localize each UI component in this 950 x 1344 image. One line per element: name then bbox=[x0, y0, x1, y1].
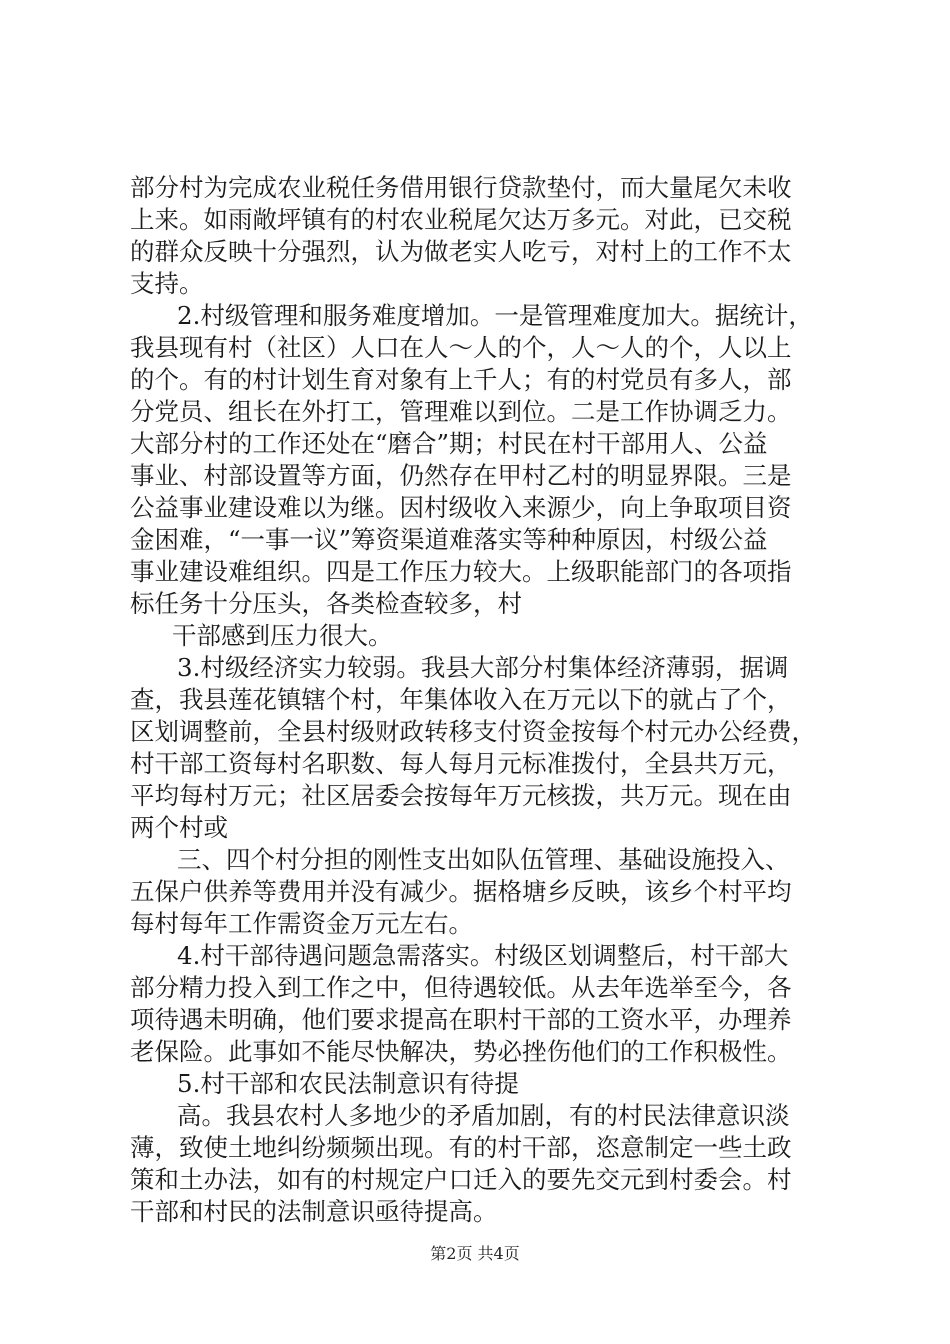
text-line: 金困难，“一事一议”筹资渠道难落实等种种原因，村级公益 bbox=[130, 525, 768, 554]
text-line: 分党员、组长在外打工，管理难以到位。二是工作协调乏力。 bbox=[130, 397, 792, 426]
text-line: 事业建设难组织。四是工作压力较大。上级职能部门的各项指 bbox=[130, 557, 792, 586]
text-line: 查，我县莲花镇辖个村，年集体收入在万元以下的就占了个， bbox=[130, 685, 792, 714]
text-line: 五保户供养等费用并没有减少。据格塘乡反映，该乡个村平均 bbox=[130, 877, 792, 906]
text-line: 大部分村的工作还处在“磨合”期；村民在村干部用人、公益 bbox=[130, 429, 768, 458]
text-line: 策和土办法，如有的村规定户口迁入的要先交元到村委会。村 bbox=[130, 1165, 792, 1194]
text-line: 干部感到压力很大。 bbox=[172, 621, 393, 650]
page-number-label: 第2页 共4页 bbox=[430, 1244, 520, 1263]
text-line: 三、四个村分担的刚性支出如队伍管理、基础设施投入、 bbox=[177, 845, 790, 874]
text-line: 公益事业建设难以为继。因村级收入来源少，向上争取项目资 bbox=[130, 493, 792, 522]
text-line: 5.村干部和农民法制意识有待提 bbox=[177, 1069, 519, 1098]
text-line: 标任务十分压头，各类检查较多，村 bbox=[130, 589, 522, 618]
text-line: 部分精力投入到工作之中，但待遇较低。从去年选举至今，各 bbox=[130, 973, 792, 1002]
text-line: 3.村级经济实力较弱。我县大部分村集体经济薄弱，据调 bbox=[177, 653, 789, 682]
text-line: 每村每年工作需资金万元左右。 bbox=[130, 909, 473, 938]
text-line: 平均每村万元；社区居委会按每年万元核拨，共万元。现在由 bbox=[130, 781, 792, 810]
page-footer bbox=[0, 1244, 950, 1264]
text-line: 项待遇未明确，他们要求提高在职村干部的工资水平，办理养 bbox=[130, 1005, 792, 1034]
text-line: 薄，致使土地纠纷频频出现。有的村干部，恣意制定一些土政 bbox=[130, 1133, 792, 1162]
text-line: 上来。如雨敞坪镇有的村农业税尾欠达万多元。对此，已交税 bbox=[130, 205, 792, 234]
text-line: 干部和村民的法制意识亟待提高。 bbox=[130, 1197, 498, 1226]
text-line: 2.村级管理和服务难度增加。一是管理难度加大。据统计， bbox=[177, 301, 813, 330]
text-line: 事业、村部设置等方面，仍然存在甲村乙村的明显界限。三是 bbox=[130, 461, 792, 490]
text-line: 支持。 bbox=[130, 269, 204, 298]
text-line: 村干部工资每村名职数、每人每月元标准拨付，全县共万元， bbox=[130, 749, 792, 778]
text-line: 的个。有的村计划生育对象有上千人；有的村党员有多人，部 bbox=[130, 365, 792, 394]
text-line: 4.村干部待遇问题急需落实。村级区划调整后，村干部大 bbox=[177, 941, 789, 970]
text-line: 我县现有村（社区）人口在人～人的个，人～人的个，人以上 bbox=[130, 333, 792, 362]
text-line: 高。我县农村人多地少的矛盾加剧，有的村民法律意识淡 bbox=[177, 1101, 790, 1130]
text-line: 部分村为完成农业税任务借用银行贷款垫付，而大量尾欠未收 bbox=[130, 173, 792, 202]
text-line: 老保险。此事如不能尽快解决，势必挫伤他们的工作积极性。 bbox=[130, 1037, 792, 1066]
text-line: 两个村或 bbox=[130, 813, 228, 842]
text-line: 的群众反映十分强烈，认为做老实人吃亏，对村上的工作不太 bbox=[130, 237, 792, 266]
body-text bbox=[130, 172, 860, 1228]
text-line: 区划调整前，全县村级财政转移支付资金按每个村元办公经费， bbox=[130, 717, 816, 746]
